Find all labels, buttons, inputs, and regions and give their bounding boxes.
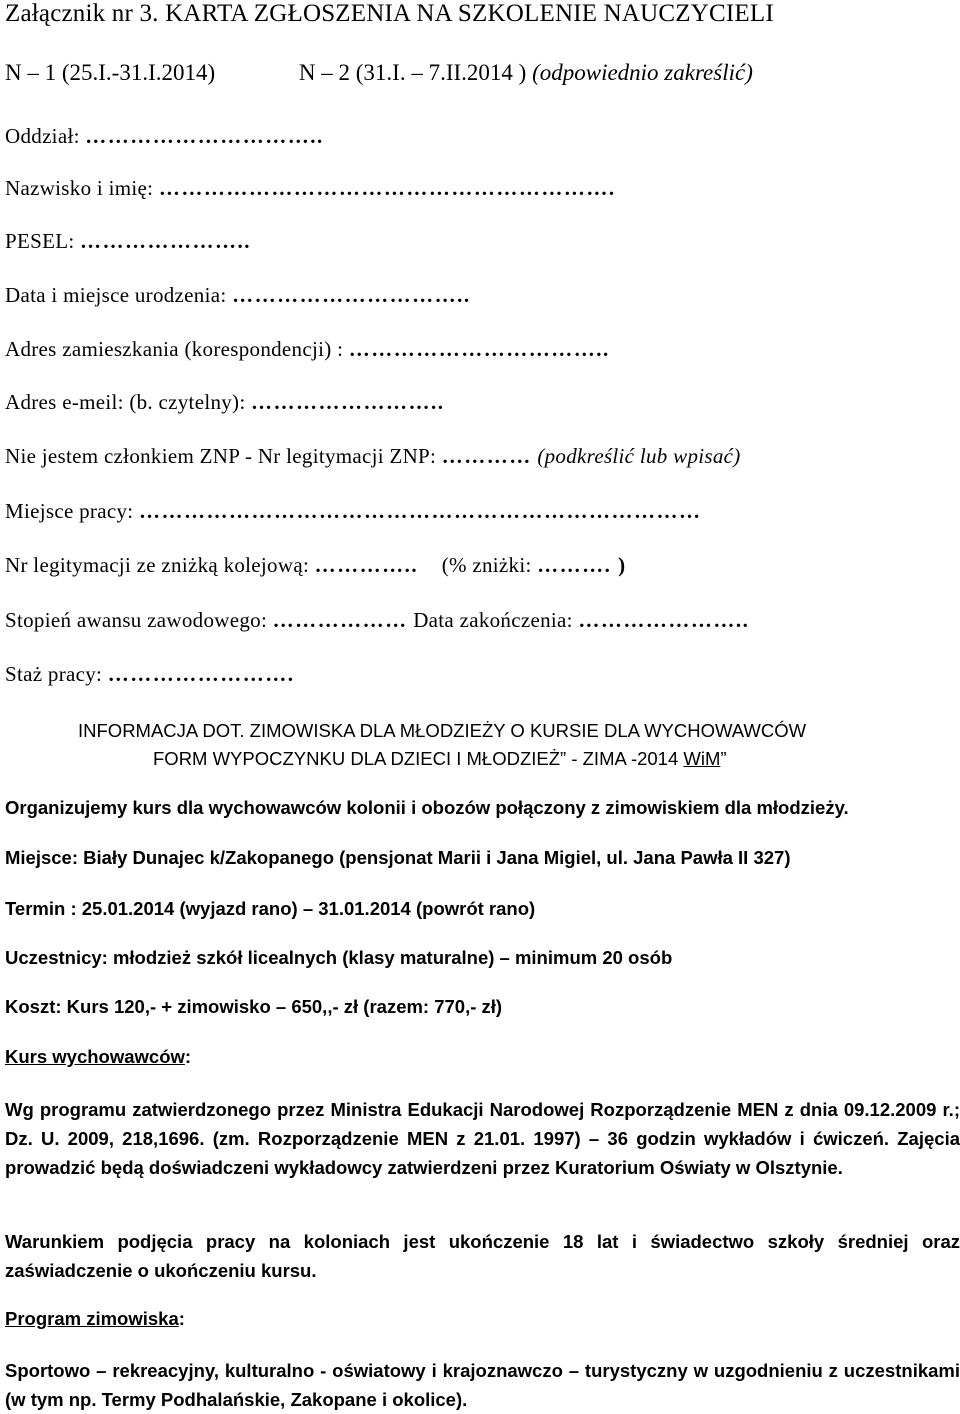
kurs-text: Wg programu zatwierdzonego przez Ministra Edukacji Narodowej Rozporządzenie MEN z dnia 09.12.2009 r.; Dz. U. 2009, 218,1696. (zm. Rozporządzenie MEN z 21.01. 1997) – 36 godzin wykładów i ćwiczeń. Zajęcia prowadzić będą doświadczeni wykładowcy zatwierdzeni przez Kuratorium Oświaty w Olsztynie.: [5, 1099, 960, 1178]
variant-n1[interactable]: N – 1 (25.I.-31.I.2014): [5, 60, 216, 85]
kolej-label: Nr legitymacji ze zniżką kolejową:: [5, 553, 310, 577]
pesel-dots[interactable]: …………………..: [80, 229, 252, 253]
kurs-heading-label: Kurs wychowawców: [5, 1046, 185, 1067]
urodzenie-dots[interactable]: …………………………..: [232, 283, 471, 307]
adres-field[interactable]: [5, 337, 610, 362]
oddzial-label: Oddział:: [5, 124, 80, 148]
variant-note: (odpowiednio zakreślić): [532, 60, 753, 85]
zakonczenie-dots[interactable]: …………………..: [578, 608, 750, 632]
urodzenie-label: Data i miejsce urodzenia:: [5, 283, 227, 307]
znp-field[interactable]: [5, 444, 741, 469]
awans-field[interactable]: [5, 608, 749, 633]
info-heading-line1: INFORMACJA DOT. ZIMOWISKA DLA MŁODZIEŻY O KURSIE DLA WYCHOWAWCÓW: [78, 720, 807, 741]
awans-label: Stopień awansu zawodowego:: [5, 608, 268, 632]
kurs-heading-colon: :: [184, 1046, 192, 1067]
program-heading-label: Program zimowiska: [5, 1308, 179, 1329]
kolej-dots[interactable]: …………..: [314, 553, 419, 577]
urodzenie-field[interactable]: [5, 283, 471, 308]
info-heading-line2: [153, 748, 727, 770]
oddzial-field[interactable]: [5, 124, 324, 149]
email-field[interactable]: [5, 390, 445, 415]
koszt-text: Koszt: Kurs 120,- + zimowisko – 650,,- zł (razem: 770,- zł): [5, 996, 503, 1017]
kurs-heading: [5, 1046, 191, 1068]
adres-label: Adres zamieszkania (korespondencji) :: [5, 337, 344, 361]
znizka-label: (% zniżki:: [441, 553, 532, 577]
warunek-text: Warunkiem podjęcia pracy na koloniach jest ukończenie 18 lat i świadectwo szkoły średniej oraz zaświadczenie o ukończeniu kursu.: [5, 1231, 960, 1281]
praca-dots[interactable]: …………………………………………………………………: [138, 499, 702, 523]
staz-dots[interactable]: …………………….: [107, 662, 295, 686]
info-heading-line2-text: FORM WYPOCZYNKU DLA DZIECI I MŁODZIEŻ” - ZIMA -2014: [153, 748, 684, 769]
uczestnicy-text: Uczestnicy: młodzież szkół licealnych (klasy maturalne) – minimum 20 osób: [5, 947, 673, 968]
praca-field[interactable]: [5, 499, 701, 524]
program-heading-colon: :: [178, 1308, 185, 1329]
email-label: Adres e-meil: (b. czytelny):: [5, 390, 246, 414]
info-heading-quote: ”: [720, 748, 727, 769]
organizujemy-text: Organizujemy kurs dla wychowawców kolonii i obozów połączony z zimowiskiem dla młodzieży.: [5, 797, 849, 818]
termin-text: Termin : 25.01.2014 (wyjazd rano) – 31.01.2014 (powrót rano): [5, 898, 536, 919]
course-variants: [5, 60, 753, 86]
oddzial-dots[interactable]: …………………………..: [85, 124, 324, 148]
program-heading: [5, 1308, 185, 1330]
znp-note: (podkreślić lub wpisać): [537, 444, 741, 468]
adres-dots[interactable]: ……………………………..: [348, 337, 610, 361]
kolej-field[interactable]: [5, 553, 627, 578]
znp-label: Nie jestem członkiem ZNP - Nr legitymacji ZNP:: [5, 444, 437, 468]
znizka-dots[interactable]: ………. ): [537, 553, 627, 577]
znp-dots[interactable]: …………: [441, 444, 532, 468]
variant-n2[interactable]: N – 2 (31.I. – 7.II.2014 ): [298, 60, 527, 85]
info-heading-wim: WiM: [683, 748, 721, 769]
email-dots[interactable]: ……………………..: [251, 390, 445, 414]
nazwisko-label: Nazwisko i imię:: [5, 176, 154, 200]
staz-field[interactable]: [5, 662, 295, 687]
nazwisko-field[interactable]: [5, 176, 616, 201]
pesel-label: PESEL:: [5, 229, 75, 253]
staz-label: Staż pracy:: [5, 662, 103, 686]
nazwisko-dots[interactable]: …………………………………………………….: [158, 176, 616, 200]
pesel-field[interactable]: [5, 229, 251, 254]
awans-dots[interactable]: ………………: [272, 608, 408, 632]
praca-label: Miejsce pracy:: [5, 499, 134, 523]
zakonczenie-label: Data zakończenia:: [413, 608, 573, 632]
program-text: Sportowo – rekreacyjny, kulturalno - oświatowy i krajoznawczo – turystyczny w uzgodnieniu z uczestnikami (w tym np. Termy Podhalańskie, Zakopane i okolice).: [5, 1360, 960, 1410]
miejsce-text: Miejsce: Biały Dunajec k/Zakopanego (pensjonat Marii i Jana Migiel, ul. Jana Pawła II 327): [5, 847, 791, 868]
page-title: Załącznik nr 3. KARTA ZGŁOSZENIA NA SZKOLENIE NAUCZYCIELI: [5, 0, 774, 27]
